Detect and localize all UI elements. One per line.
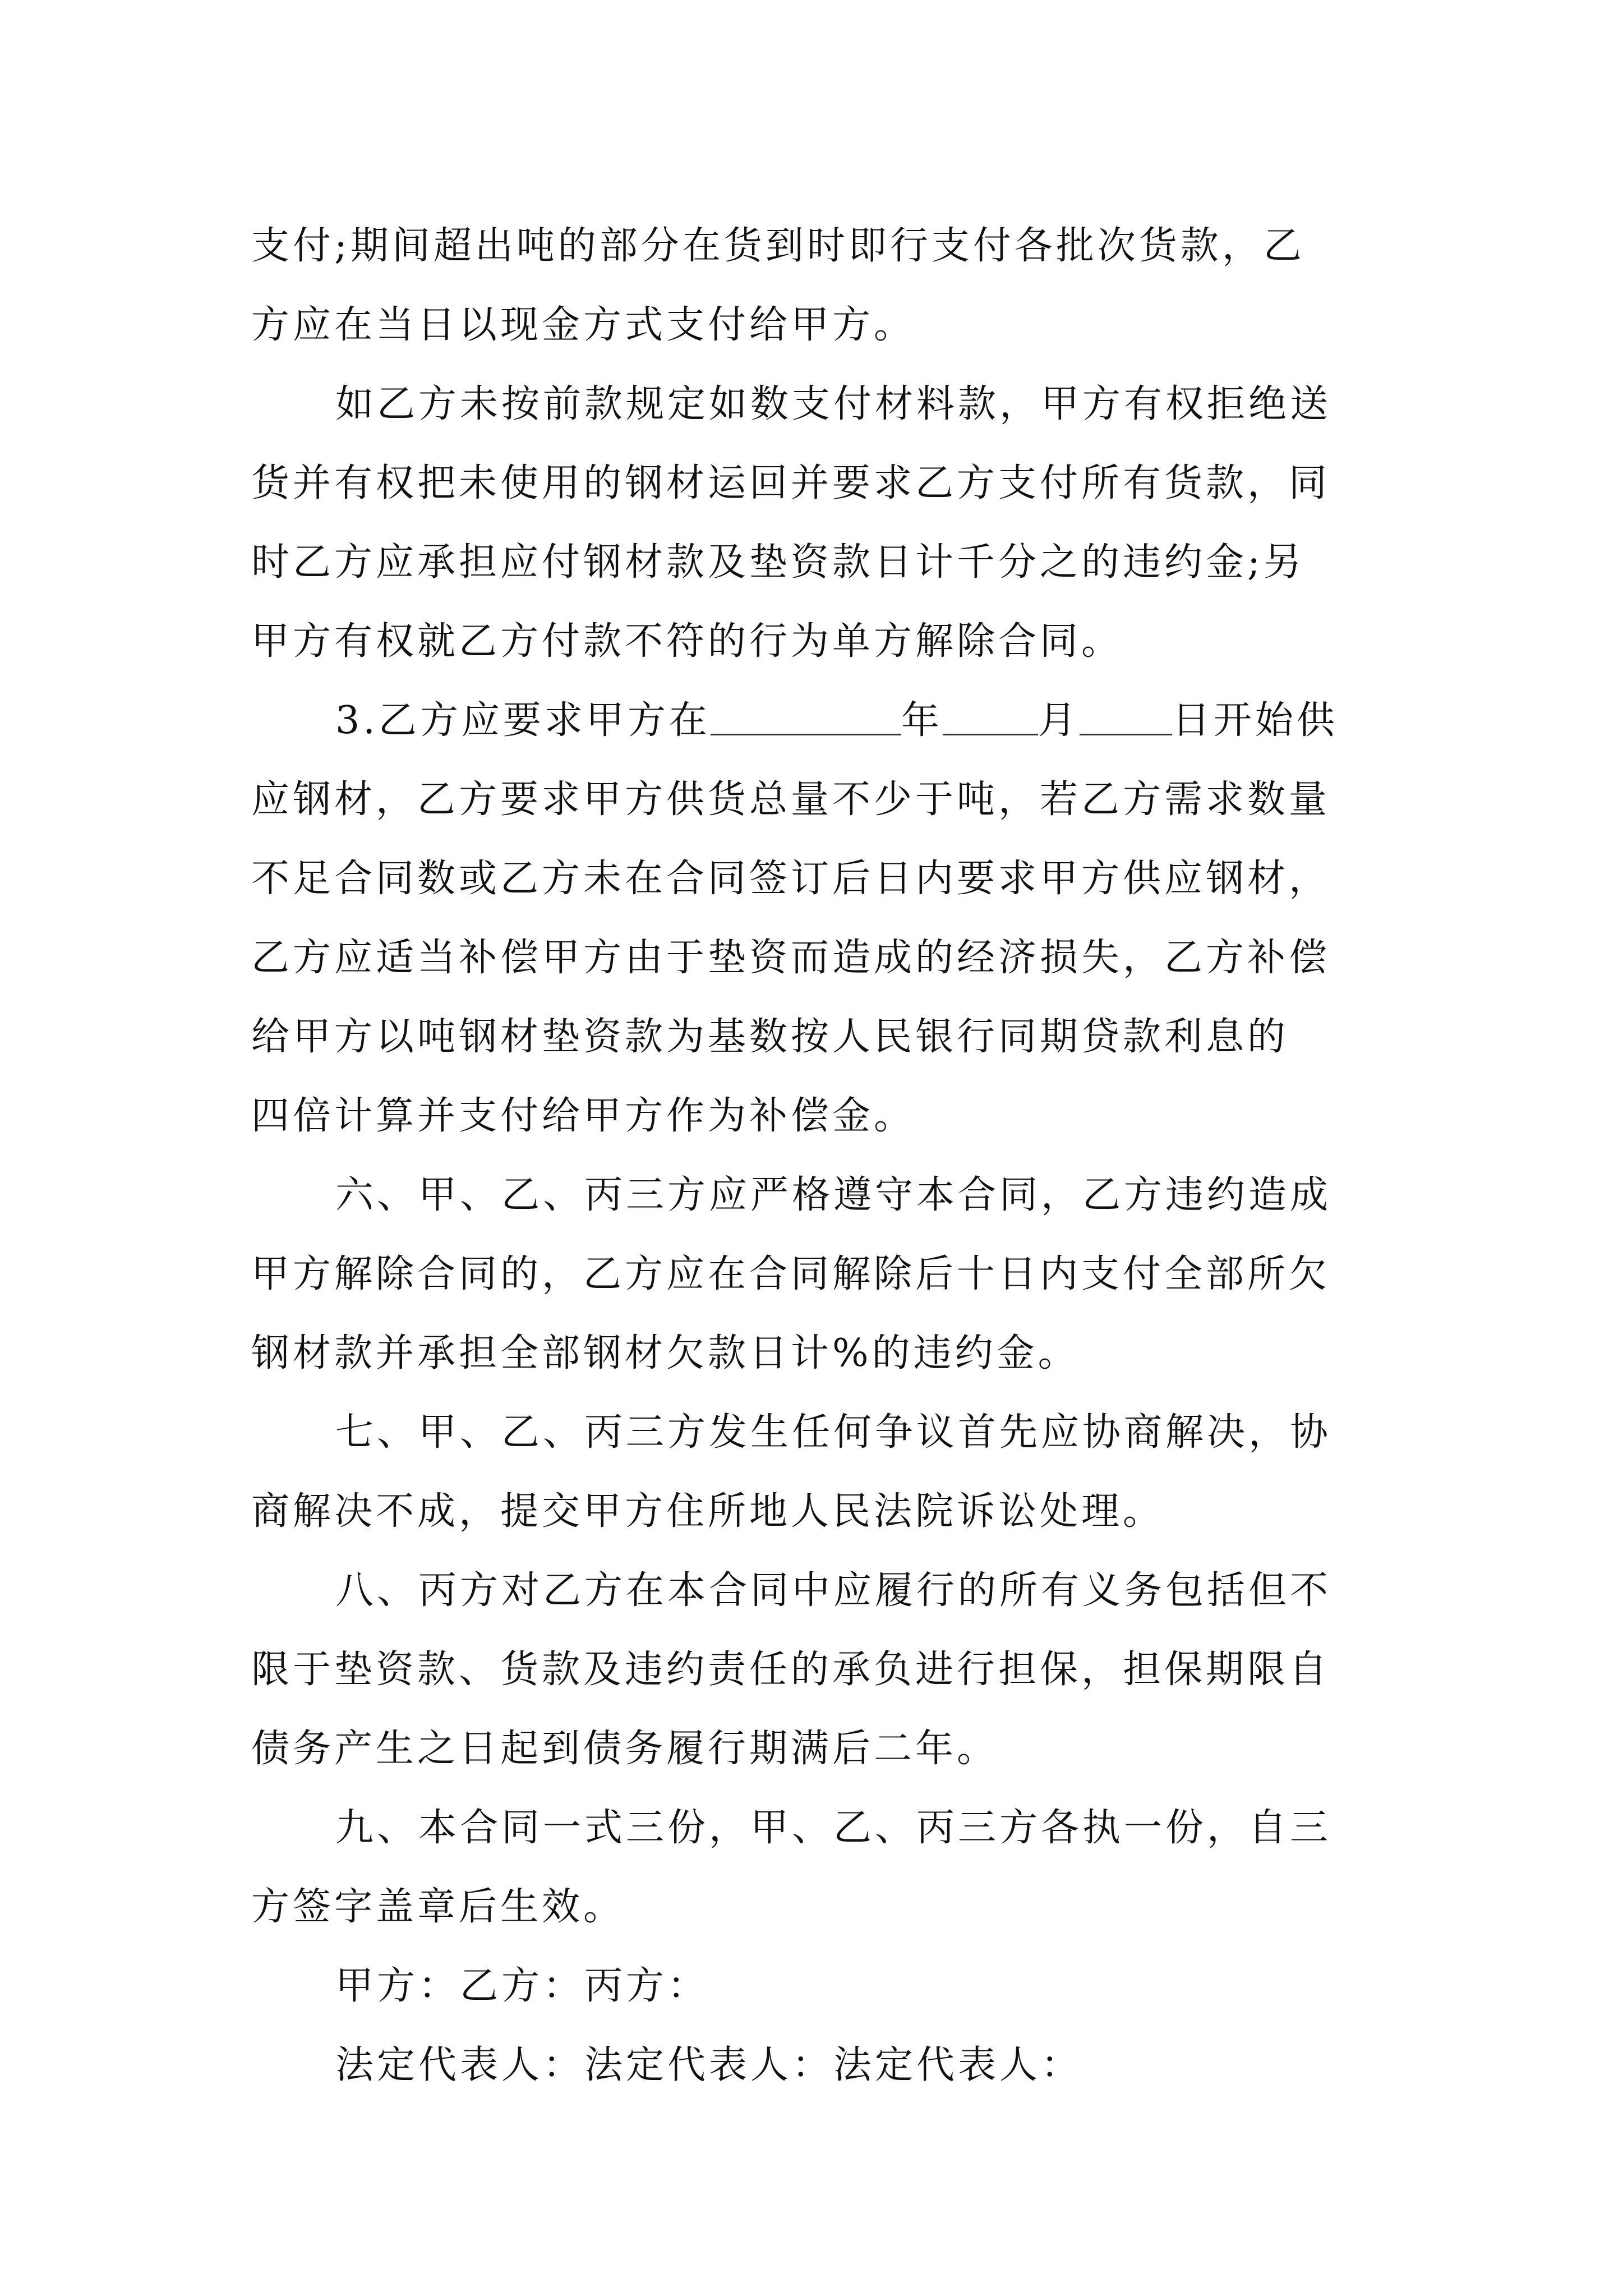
text-line: 乙方应适当补偿甲方由于垫资而造成的经济损失，乙方补偿	[251, 936, 1331, 980]
text-line: 甲方解除合同的，乙方应在合同解除后十日内支付全部所欠	[251, 1252, 1331, 1296]
text-line: 九、本合同一式三份，甲、乙、丙三方各执一份，自三	[335, 1806, 1332, 1850]
month-blank	[943, 698, 1038, 735]
year-blank	[711, 698, 901, 735]
text-line: 甲方有权就乙方付款不符的行为单方解除合同。	[251, 619, 1123, 664]
text-line: 应钢材，乙方要求甲方供货总量不少于吨，若乙方需求数量	[251, 777, 1331, 822]
text-line: 四倍计算并支付给甲方作为补偿金。	[251, 1094, 916, 1138]
supply-date-line	[251, 681, 1407, 760]
text-line: 时乙方应承担应付钢材款及垫资款日计千分之的违约金;另	[251, 540, 1305, 585]
text-line: 八、丙方对乙方在本合同中应履行的所有义务包括但不	[335, 1568, 1332, 1613]
supply-date-prefix: 3.乙方应要求甲方在	[335, 698, 711, 743]
legal-representative-line: 法定代表人：法定代表人：法定代表人：	[335, 2043, 1083, 2087]
text-line: 商解决不成，提交甲方住所地人民法院诉讼处理。	[251, 1489, 1165, 1534]
text-line: 方应在当日以现金方式支付给甲方。	[251, 303, 916, 347]
text-line: 六、甲、乙、丙三方应严格遵守本合同，乙方违约造成	[335, 1173, 1332, 1217]
day-blank	[1080, 698, 1172, 735]
text-line: 钢材款并承担全部钢材欠款日计%的违约金。	[251, 1331, 1080, 1375]
month-label: 月	[1038, 698, 1080, 743]
text-line: 给甲方以吨钢材垫资款为基数按人民银行同期贷款利息的	[251, 1015, 1289, 1059]
text-line: 货并有权把未使用的钢材运回并要求乙方支付所有货款，同	[251, 461, 1331, 505]
party-signature-line: 甲方：乙方：丙方：	[335, 1964, 709, 2008]
text-line: 方签字盖章后生效。	[251, 1885, 625, 1929]
text-line: 七、甲、乙、丙三方发生任何争议首先应协商解决，协	[335, 1410, 1332, 1455]
text-line: 限于垫资款、货款及违约责任的承负进行担保，担保期限自	[251, 1648, 1331, 1692]
contract-body	[251, 206, 1407, 2105]
text-line: 支付;期间超出吨的部分在货到时即行支付各批次货款，乙	[251, 224, 1305, 268]
text-line: 如乙方未按前款规定如数支付材料款，甲方有权拒绝送	[335, 382, 1332, 426]
text-line: 债务产生之日起到债务履行期满后二年。	[251, 1727, 999, 1771]
text-line: 不足合同数或乙方未在合同签订后日内要求甲方供应钢材，	[251, 857, 1331, 901]
supply-date-suffix: 日开始供	[1172, 698, 1338, 743]
year-label: 年	[901, 698, 943, 743]
